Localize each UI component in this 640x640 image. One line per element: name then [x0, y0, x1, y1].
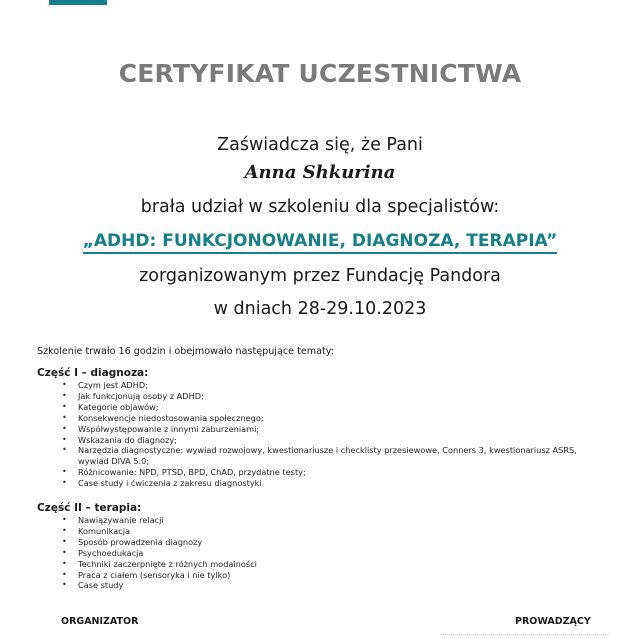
organizer-line: zorganizowanym przez Fundację Pandora	[139, 266, 501, 286]
list-item: • Sposób prowadzenia diagnozy	[0, 537, 598, 548]
certificate-title: CERTYFIKAT UCZESTNICTWA	[118, 59, 522, 88]
part-1-list	[0, 380, 598, 489]
list-item: • Wskazania do diagnozy;	[0, 435, 598, 446]
list-item: • Psychoedukacja	[0, 548, 598, 559]
list-item: • Różnicowanie: NPD, PTSD, BPD, ChAD, przydatne testy;	[0, 467, 598, 478]
part-2-heading: Część II – terapia:	[37, 502, 142, 514]
list-item: • Czym jest ADHD;	[0, 380, 598, 391]
part-2-list	[0, 515, 598, 591]
header-text	[430, 0, 590, 2]
signature-line	[440, 634, 610, 638]
trainer-signature-label: PROWADZĄCY	[515, 616, 591, 627]
list-item: • Współwystępowanie z innymi zaburzeniami;	[0, 424, 598, 435]
list-item: • Komunikacja	[0, 526, 598, 537]
list-item: • Jak funkcjonują osoby z ADHD;	[0, 391, 598, 402]
list-item: • Praca z ciałem (sensoryka i nie tylko)	[0, 570, 598, 581]
part-1-heading: Część I – diagnoza:	[37, 367, 149, 379]
list-item: • Kategorie objawów;	[0, 402, 598, 413]
list-item: • Case study i ćwiczenia z zakresu diagnostyki	[0, 478, 598, 489]
course-title-text: „ADHD: FUNKCJONOWANIE, DIAGNOZA, TERAPIA”	[83, 231, 558, 254]
attest-line: Zaświadcza się, że Pani	[217, 135, 423, 155]
list-item: • Techniki zaczerpnięte z różnych modalności	[0, 559, 598, 570]
participant-name: Anna Shkurina	[244, 162, 396, 183]
list-item: • Nawiązywanie relacji	[0, 515, 598, 526]
logo-bar	[49, 0, 107, 5]
participation-line: brała udział w szkoleniu dla specjalistów:	[140, 197, 500, 217]
program-intro: Szkolenie trwało 16 godzin i obejmowało następujące tematy:	[37, 346, 334, 357]
list-item: • Konsekwencje niedostosowania społecznego;	[0, 413, 598, 424]
organizer-signature-label: ORGANIZATOR	[61, 616, 139, 627]
list-item: • Case study	[0, 580, 598, 591]
dates-line: w dniach 28-29.10.2023	[213, 299, 427, 319]
list-item: • Narzędzia diagnostyczne: wywiad rozwojowy, kwestionariusze i checklisty przesiewowe, Conners 3, kwestionariusz ASRS, wywiad DIVA 5.0;	[0, 445, 598, 467]
course-title	[0, 231, 640, 251]
